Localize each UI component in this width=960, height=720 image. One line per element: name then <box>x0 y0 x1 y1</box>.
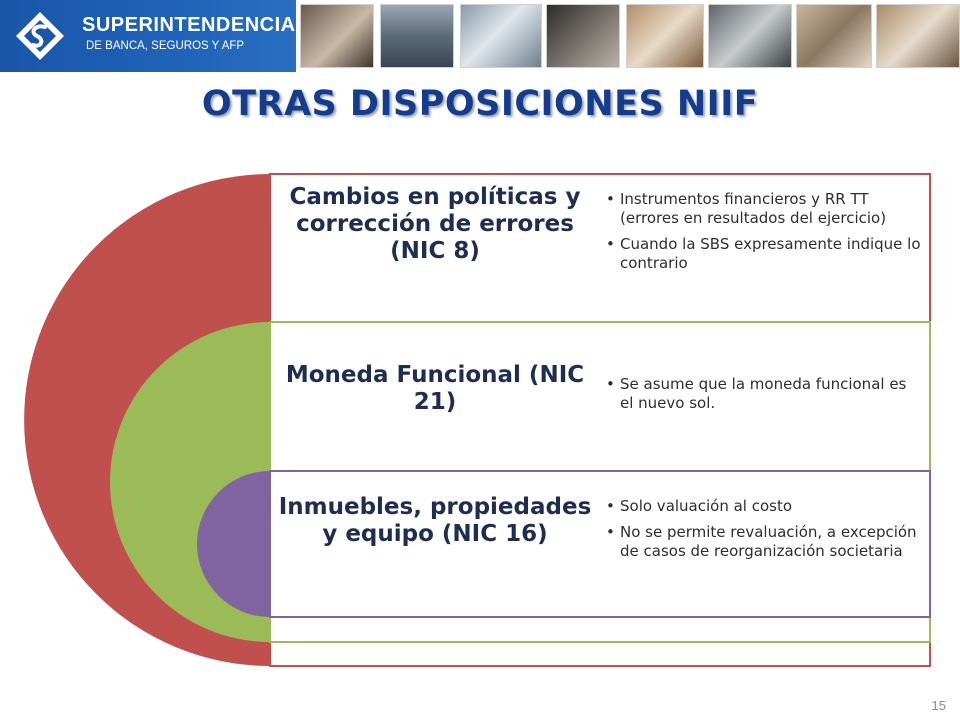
row-heading-nic16: Inmuebles, propiedades y equipo (NIC 16) <box>278 494 592 547</box>
page-number: 15 <box>931 698 946 713</box>
bullet-item: • Cuando la SBS expresamente indique lo contrario <box>606 235 924 273</box>
bullet-item: • Se asume que la moneda funcional es el nuevo sol. <box>606 375 924 413</box>
row-heading-nic21: Moneda Funcional (NIC 21) <box>285 362 585 415</box>
logo-subtitle: DE BANCA, SEGUROS Y AFP <box>86 40 245 52</box>
row-heading-nic8: Cambios en políticas y corrección de errores (NIC 8) <box>289 184 581 264</box>
bullet-list-nic8 <box>606 190 924 280</box>
bullet-list-nic16 <box>606 497 924 568</box>
slide-title: OTRAS DISPOSICIONES NIIF <box>201 84 759 124</box>
logo-name: SUPERINTENDENCIA <box>82 14 296 36</box>
bullet-item: • Instrumentos financieros y RR TT (errores en resultados del ejercicio) <box>606 190 924 228</box>
bullet-item: • Solo valuación al costo <box>606 497 924 516</box>
bullet-item: • No se permite revaluación, a excepción de casos de reorganización societaria <box>606 523 924 561</box>
bullet-list-nic21 <box>606 375 924 420</box>
